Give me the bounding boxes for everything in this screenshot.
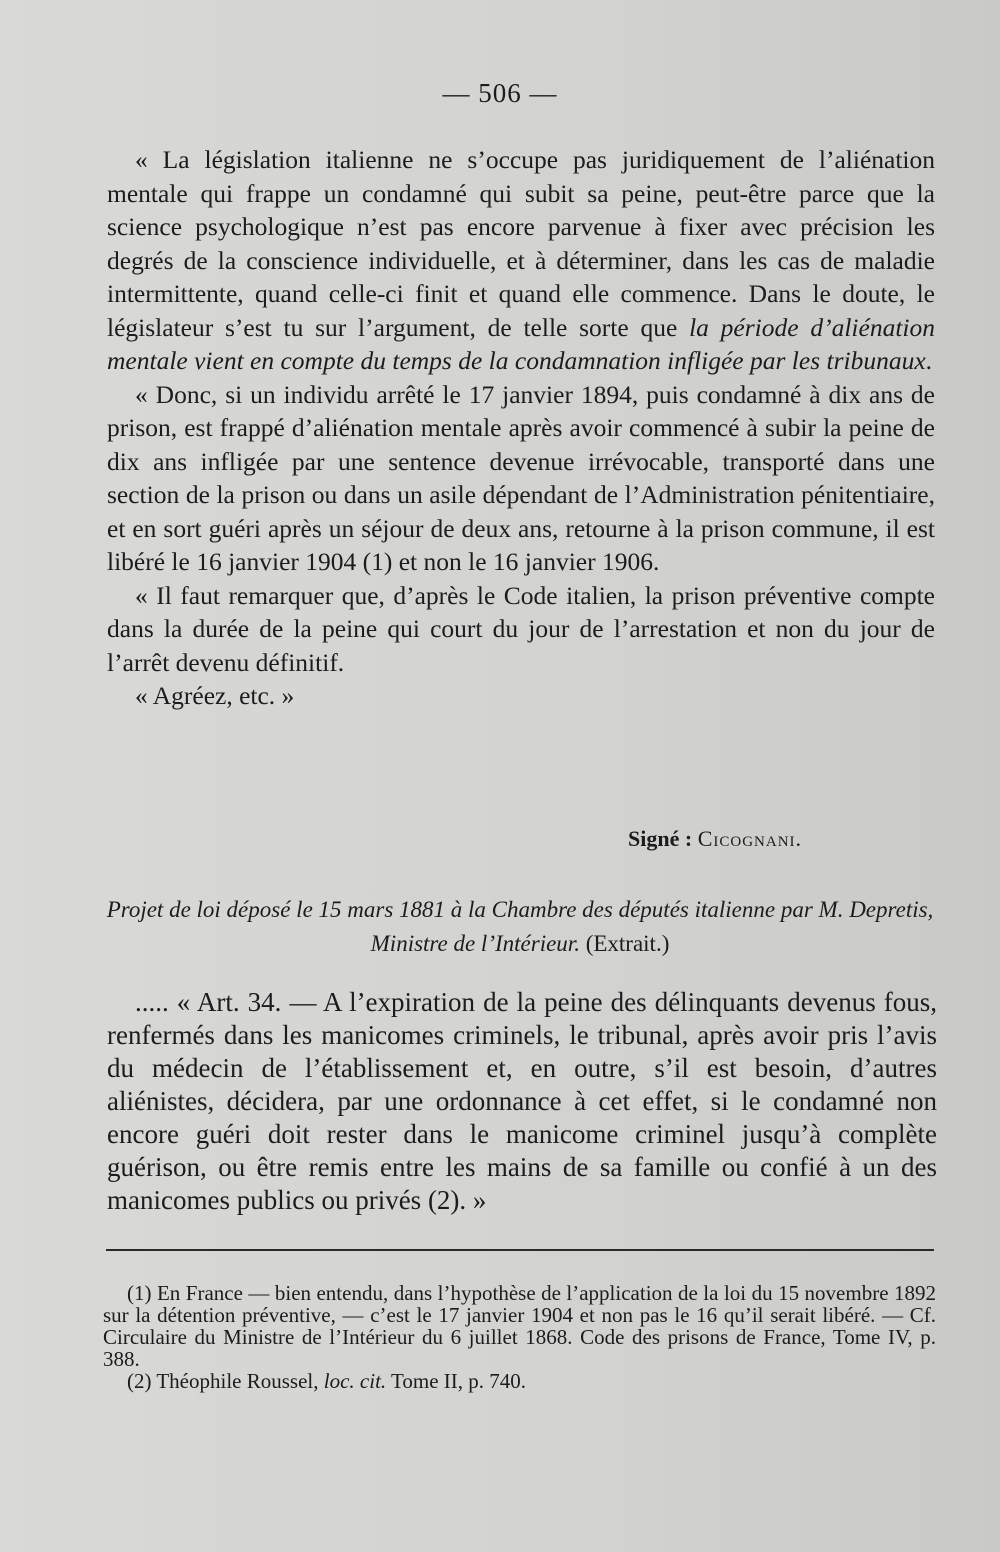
letter-body	[107, 143, 935, 713]
footnotes	[103, 1282, 936, 1392]
paragraph-3: « Il faut remarquer que, d’après le Code italien, la prison préventive compte dans la durée de la peine qui court du jour de l’arrestation et non du jour de l’arrêt devenu définitif.	[107, 580, 935, 677]
signature-name: Cicognani.	[697, 826, 803, 851]
italic-emphasis: la période d’aliénation mentale vient en compte du temps de la condamnation infligée par les tribunaux	[107, 312, 935, 375]
section-heading	[100, 893, 940, 961]
footnote-1: (1) En France — bien entendu, dans l’hypothèse de l’application de la loi du 15 novembre 1892 sur la détention préventive, — c’est le 17 janvier 1904 et non pas le 16 qu’il serait libéré. — Cf. Circulaire du Ministre de l’Intérieur du 6 juillet 1868. Code des prisons de France, Tome IV, p. 388.	[103, 1281, 936, 1371]
footnote-2: (2) Théophile Roussel, loc. cit. Tome II, p. 740.	[127, 1369, 527, 1393]
page-number: — 506 —	[442, 78, 558, 108]
section-heading-italic: Projet de loi déposé le 15 mars 1881 à la Chambre des députés italienne par M. Depretis, Ministre de l’Intérieur.	[106, 897, 934, 956]
footnote-divider	[106, 1249, 934, 1251]
section-heading-extract: (Extrait.)	[585, 931, 670, 956]
signature	[628, 826, 802, 852]
paragraph-2: « Donc, si un individu arrêté le 17 janvier 1894, puis condamné à dix ans de prison, est frappé d’aliénation mentale après avoir commencé à subir la peine de dix ans infligée par une sentence devenue irrévocable, transporté dans une section de la prison ou dans un asile dépendant de l’Administration pénitentiaire, et en sort guéri après un séjour de deux ans, retourne à la prison commune, il est libéré le 16 janvier 1904 (1) et non le 16 janvier 1906.	[107, 379, 935, 576]
paragraph-1: « La législation italienne ne s’occupe pas juridiquement de l’aliénation mentale qui frappe un condamné qui subit sa peine, peut-être parce que la science psychologique n’est pas encore parvenue à fixer avec précision les degrés de la conscience individuelle, et à déterminer, dans les cas de maladie intermittente, quand celle-ci finit et quand elle commence. Dans le doute, le législateur s’est tu sur l’argument, de telle sorte que la période d’aliénation mentale vient en compte du temps de la condamnation infligée par les tribunaux.	[107, 145, 935, 375]
paragraph-4: « Agréez, etc. »	[135, 681, 295, 710]
signature-label: Signé :	[628, 826, 693, 851]
article-block	[107, 986, 937, 1217]
article-34: ..... « Art. 34. — A l’expiration de la peine des délinquants devenus fous, renfermés dans les manicomes criminels, le tribunal, après avoir pris l’avis du médecin de l’établissement et, en outre, s’il est besoin, d’autres aliénistes, décidera, par une ordonnance à cet effet, si le condamné non encore guéri doit rester dans le manicome criminel jusqu’à complète guérison, ou être remis entre les mains de sa famille ou confié à un des manicomes publics ou privés (2). »	[107, 987, 937, 1215]
